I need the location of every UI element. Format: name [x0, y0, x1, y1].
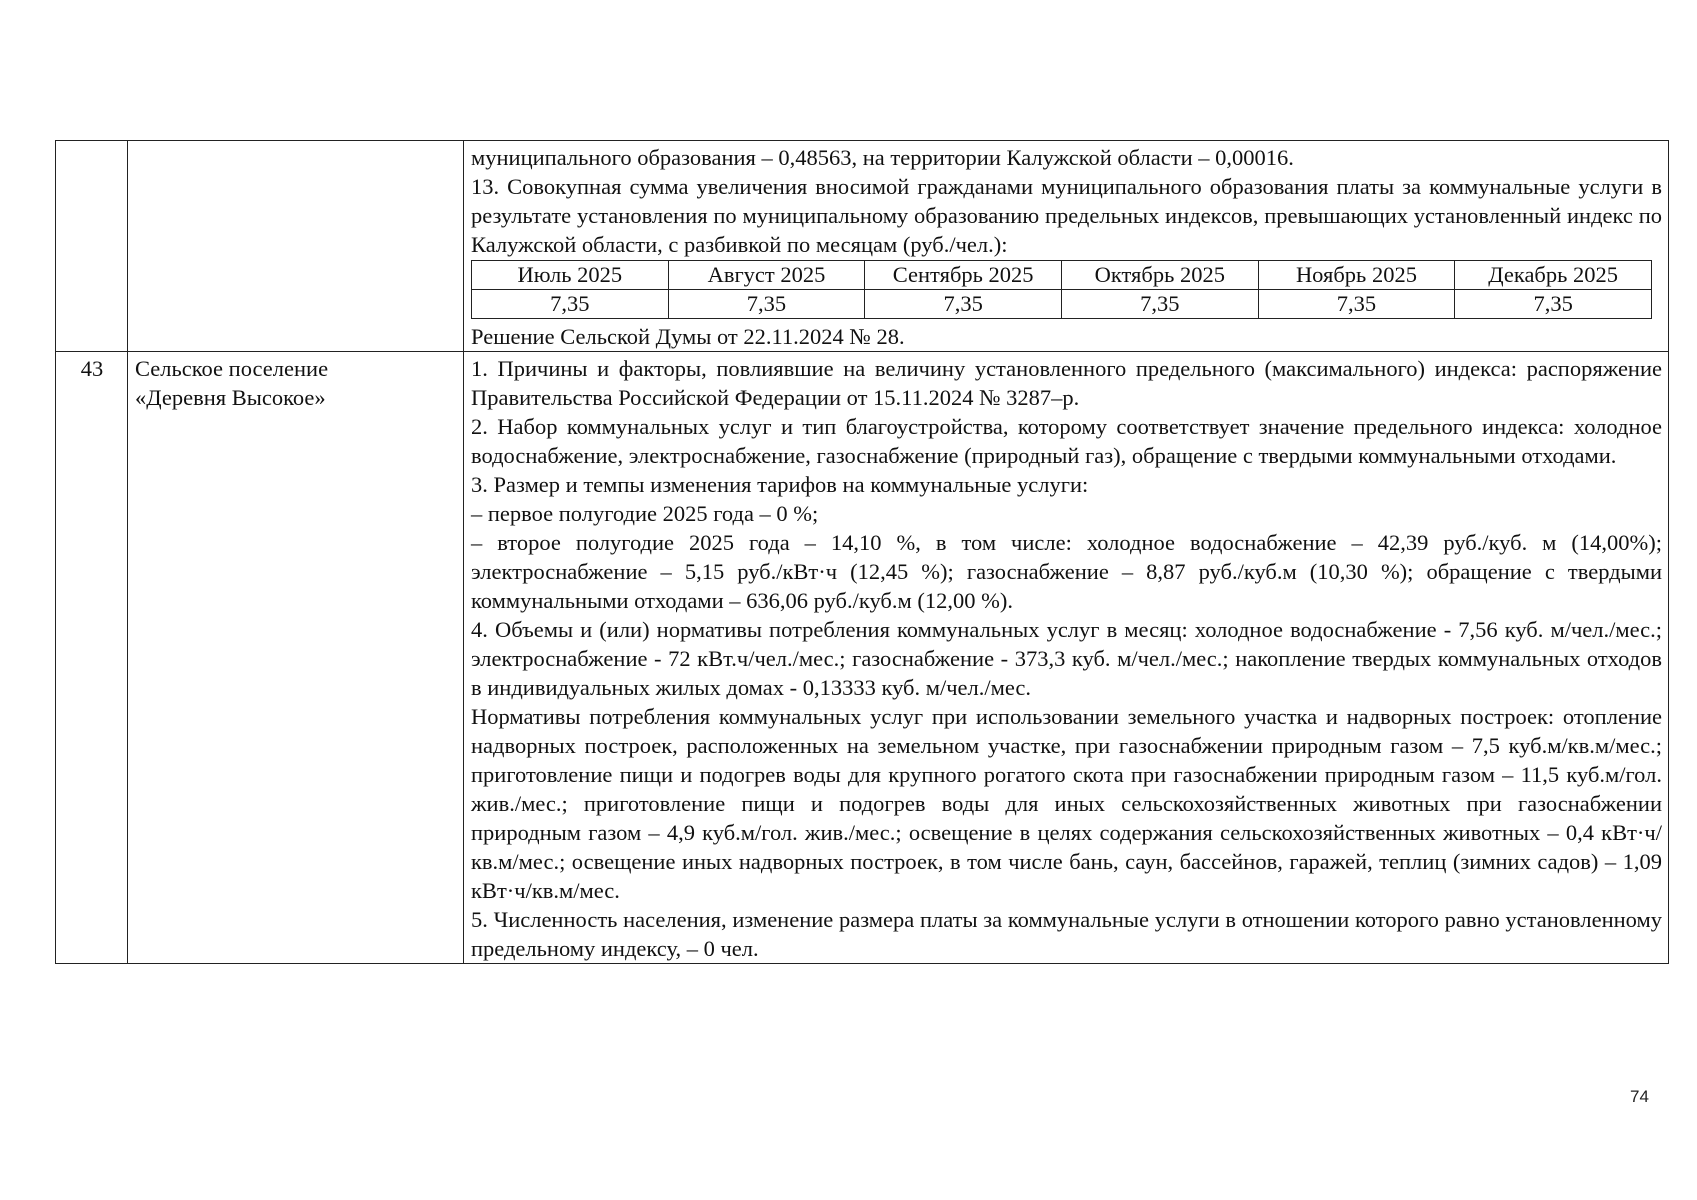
row-number-cell [56, 141, 128, 352]
municipality-cell [128, 141, 464, 352]
item-3: 3. Размер и темпы изменения тарифов на коммунальные услуги: [471, 472, 1089, 497]
month-header: Декабрь 2025 [1455, 261, 1652, 290]
item-1: 1. Причины и факторы, повлиявшие на величину установленного предельного (максимального) индекса: распоряжение Правительства Российской Федерации от 15.11.2024 № 3287–р. [471, 356, 1662, 410]
table-row [56, 352, 1669, 964]
month-value: 7,35 [1455, 290, 1652, 319]
table-row [56, 141, 1669, 352]
municipality-type: Сельское поселение [135, 356, 329, 381]
months-value-row [472, 290, 1652, 319]
decision-text: Решение Сельской Думы от 22.11.2024 № 28. [471, 324, 905, 349]
details-cell [464, 141, 1669, 352]
monthly-increase-table [471, 260, 1652, 319]
indices-table [55, 140, 1669, 964]
item-2: 2. Набор коммунальных услуг и тип благоустройства, которому соответствует значение предельного индекса: холодное водоснабжение, электроснабжение, газоснабжение (природный газ), обращение с твердыми коммунальными отходами. [471, 414, 1662, 468]
month-header: Август 2025 [668, 261, 865, 290]
months-header-row [472, 261, 1652, 290]
item-3-first-half: – первое полугодие 2025 года – 0 %; [471, 501, 819, 526]
item-12-tail: муниципального образования – 0,48563, на территории Калужской области – 0,00016. [471, 145, 1294, 170]
municipality-cell [128, 352, 464, 964]
item-13: 13. Совокупная сумма увеличения вносимой гражданами муниципального образования платы за коммунальные услуги в результате установления по муниципальному образованию предельных индексов, превышающих установленный индекс по Калужской области, с разбивкой по месяцам (руб./чел.): [471, 174, 1662, 257]
month-header: Июль 2025 [472, 261, 669, 290]
month-value: 7,35 [668, 290, 865, 319]
month-value: 7,35 [1258, 290, 1455, 319]
month-value: 7,35 [472, 290, 669, 319]
item-4: 4. Объемы и (или) нормативы потребления коммунальных услуг в месяц: холодное водоснабжение - 7,56 куб. м/чел./мес.; электроснабжение - 72 кВт.ч/чел./мес.; газоснабжение - 373,3 куб. м/чел./мес.; накопление твердых коммунальных отходов в индивидуальных жилых домах - 0,13333 куб. м/чел./мес. [471, 617, 1662, 700]
month-header: Ноябрь 2025 [1258, 261, 1455, 290]
details-cell [464, 352, 1669, 964]
page-number: 74 [1630, 1087, 1649, 1106]
municipality-name: «Деревня Высокое» [135, 385, 326, 410]
item-4-land-norms: Нормативы потребления коммунальных услуг при использовании земельного участка и надворных построек: отопление надворных построек, расположенных на земельном участке, при газоснабжении природным газом – 7,5 куб.м/кв.м/мес.; приготовление пищи и подогрев воды для крупного рогатого скота при газоснабжении природным газом – 11,5 куб.м/гол. жив./мес.; приготовление пищи и подогрев воды для иных сельскохозяйственных животных при газоснабжении природным газом – 4,9 куб.м/гол. жив./мес.; освещение в целях содержания сельскохозяйственных животных – 0,4 кВт·ч/кв.м/мес.; освещение иных надворных построек, в том числе бань, саун, бассейнов, гаражей, теплиц (зимних садов) – 1,09 кВт·ч/кв.м/мес. [471, 704, 1662, 903]
month-header: Сентябрь 2025 [865, 261, 1062, 290]
item-5: 5. Численность населения, изменение размера платы за коммунальные услуги в отношении которого равно установленному предельному индексу, – 0 чел. [471, 907, 1662, 961]
month-value: 7,35 [1061, 290, 1258, 319]
row-number-cell: 43 [56, 352, 128, 964]
month-header: Октябрь 2025 [1061, 261, 1258, 290]
item-3-second-half: – второе полугодие 2025 года – 14,10 %, в том числе: холодное водоснабжение – 42,39 руб./куб. м (14,00%); электроснабжение – 5,15 руб./кВт·ч (12,45 %); газоснабжение – 8,87 руб./куб.м (10,30 %); обращение с твердыми коммунальными отходами – 636,06 руб./куб.м (12,00 %). [471, 530, 1662, 613]
month-value: 7,35 [865, 290, 1062, 319]
